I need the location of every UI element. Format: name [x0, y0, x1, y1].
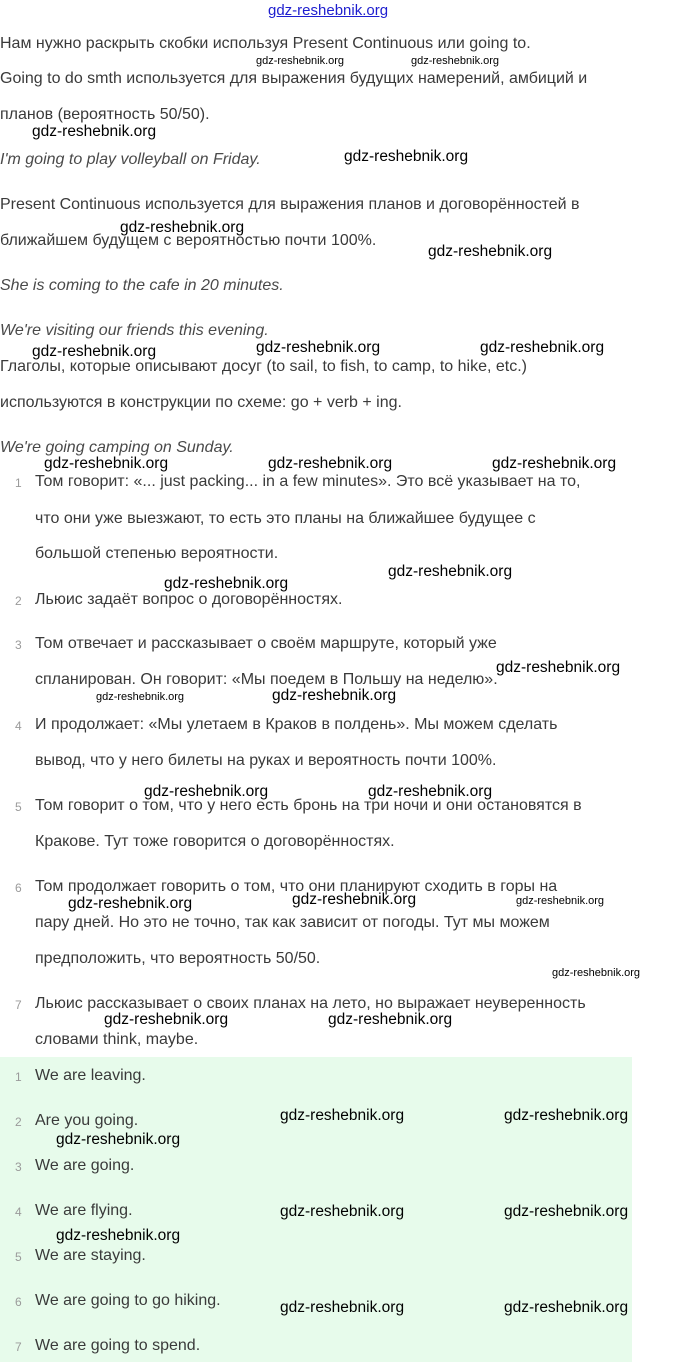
explanation-number: 5: [15, 800, 22, 814]
explanation-text: словами think, maybe.: [35, 1031, 199, 1048]
watermark: gdz-reshebnik.org: [280, 1203, 405, 1220]
intro-line-4: Present Continuous используется для выражения планов и договорённостей в: [0, 196, 580, 213]
explanation-text: пару дней. Но это не точно, так как зависит от погоды. Тут мы можем: [35, 914, 550, 931]
answer-text: Are you going.: [35, 1112, 139, 1129]
explanation-text: Том отвечает и рассказывает о своём маршруте, который уже: [35, 635, 497, 652]
explanation-text: Льюис рассказывает о своих планах на лето, но выражает неуверенность: [35, 995, 586, 1012]
watermark: gdz-reshebnik.org: [96, 691, 185, 703]
answer-number: 1: [15, 1070, 22, 1084]
intro-line-1: Нам нужно раскрыть скобки используя Present Continuous или going to.: [0, 35, 531, 52]
watermark: gdz-reshebnik.org: [56, 1131, 181, 1148]
explanation-text: что они уже выезжают, то есть это планы на ближайшее будущее с: [35, 510, 536, 527]
watermark: gdz-reshebnik.org: [280, 1107, 405, 1124]
watermark: gdz-reshebnik.org: [504, 1299, 629, 1316]
watermark: gdz-reshebnik.org: [56, 1227, 181, 1244]
watermark: gdz-reshebnik.org: [411, 55, 500, 67]
watermark: gdz-reshebnik.org: [32, 123, 157, 140]
watermark: gdz-reshebnik.org: [68, 895, 193, 912]
watermark: gdz-reshebnik.org: [292, 891, 417, 908]
watermark: gdz-reshebnik.org: [368, 783, 493, 800]
watermark: gdz-reshebnik.org: [268, 455, 393, 472]
watermark: gdz-reshebnik.org: [104, 1011, 229, 1028]
watermark: gdz-reshebnik.org: [272, 687, 397, 704]
intro-line-2: Going to do smth используется для выражения будущих намерений, амбиций и: [0, 70, 588, 87]
watermark: gdz-reshebnik.org: [32, 343, 157, 360]
answer-number: 5: [15, 1250, 22, 1264]
answer-number: 2: [15, 1115, 22, 1129]
watermark: gdz-reshebnik.org: [280, 1299, 405, 1316]
watermark: gdz-reshebnik.org: [120, 219, 245, 236]
watermark: gdz-reshebnik.org: [480, 339, 605, 356]
explanation-text: Кракове. Тут тоже говорится о договорённостях.: [35, 833, 395, 850]
watermark: gdz-reshebnik.org: [164, 575, 289, 592]
explanation-number: 1: [15, 476, 22, 490]
answer-number: 7: [15, 1340, 22, 1354]
explanation-text: Том говорит: «... just packing... in a few minutes». Это всё указывает на то,: [35, 473, 581, 490]
example-going-to: I'm going to play volleyball on Friday.: [0, 151, 261, 168]
explanation-number: 2: [15, 594, 22, 608]
explanation-text: вывод, что у него билеты на руках и вероятность почти 100%.: [35, 752, 497, 769]
answer-text: We are staying.: [35, 1247, 146, 1264]
explanation-text: И продолжает: «Мы улетаем в Краков в полдень». Мы можем сделать: [35, 716, 558, 733]
watermark: gdz-reshebnik.org: [344, 148, 469, 165]
explanation-text: Том продолжает говорить о том, что они планируют сходить в горы на: [35, 878, 558, 895]
explanation-number: 6: [15, 881, 22, 895]
explanation-text: большой степенью вероятности.: [35, 545, 279, 562]
watermark: gdz-reshebnik.org: [44, 455, 169, 472]
watermark: gdz-reshebnik.org: [328, 1011, 453, 1028]
explanation-number: 7: [15, 998, 22, 1012]
example-continuous-2: We're visiting our friends this evening.: [0, 322, 269, 339]
watermark: gdz-reshebnik.org: [428, 243, 553, 260]
watermark: gdz-reshebnik.org: [256, 55, 345, 67]
watermark: gdz-reshebnik.org: [496, 659, 621, 676]
answer-text: We are flying.: [35, 1202, 133, 1219]
explanation-text: Том говорит о том, что у него есть бронь на три ночи и они остановятся в: [35, 797, 582, 814]
watermark: gdz-reshebnik.org: [504, 1107, 629, 1124]
answer-text: We are leaving.: [35, 1067, 146, 1084]
example-continuous-1: She is coming to the cafe in 20 minutes.: [0, 277, 284, 294]
intro-line-3: планов (вероятность 50/50).: [0, 106, 210, 123]
answer-number: 6: [15, 1295, 22, 1309]
watermark: gdz-reshebnik.org: [388, 563, 513, 580]
intro-line-7: используются в конструкции по схеме: go + verb + ing.: [0, 394, 402, 411]
explanation-text: предположить, что вероятность 50/50.: [35, 950, 321, 967]
answer-text: We are going.: [35, 1157, 135, 1174]
answer-text: We are going to go hiking.: [35, 1292, 221, 1309]
intro-line-6: Глаголы, которые описывают досуг (to sail, to fish, to camp, to hike, etc.): [0, 358, 527, 375]
explanation-number: 4: [15, 719, 22, 733]
site-logo[interactable]: gdz-reshebnik.org: [268, 2, 389, 19]
explanation-text: Льюис задаёт вопрос о договорённостях.: [35, 591, 343, 608]
answer-number: 3: [15, 1160, 22, 1174]
answer-text: We are going to spend.: [35, 1337, 201, 1354]
example-go-verb-ing: We're going camping on Sunday.: [0, 439, 234, 456]
watermark: gdz-reshebnik.org: [516, 895, 605, 907]
explanation-text: спланирован. Он говорит: «Мы поедем в Польшу на неделю».: [35, 671, 498, 688]
watermark: gdz-reshebnik.org: [504, 1203, 629, 1220]
watermark: gdz-reshebnik.org: [144, 783, 269, 800]
watermark: gdz-reshebnik.org: [256, 339, 381, 356]
explanation-number: 3: [15, 638, 22, 652]
intro-line-5: ближайшем будущем с вероятностью почти 100%.: [0, 232, 377, 249]
watermark: gdz-reshebnik.org: [492, 455, 617, 472]
watermark: gdz-reshebnik.org: [552, 967, 641, 979]
answer-number: 4: [15, 1205, 22, 1219]
